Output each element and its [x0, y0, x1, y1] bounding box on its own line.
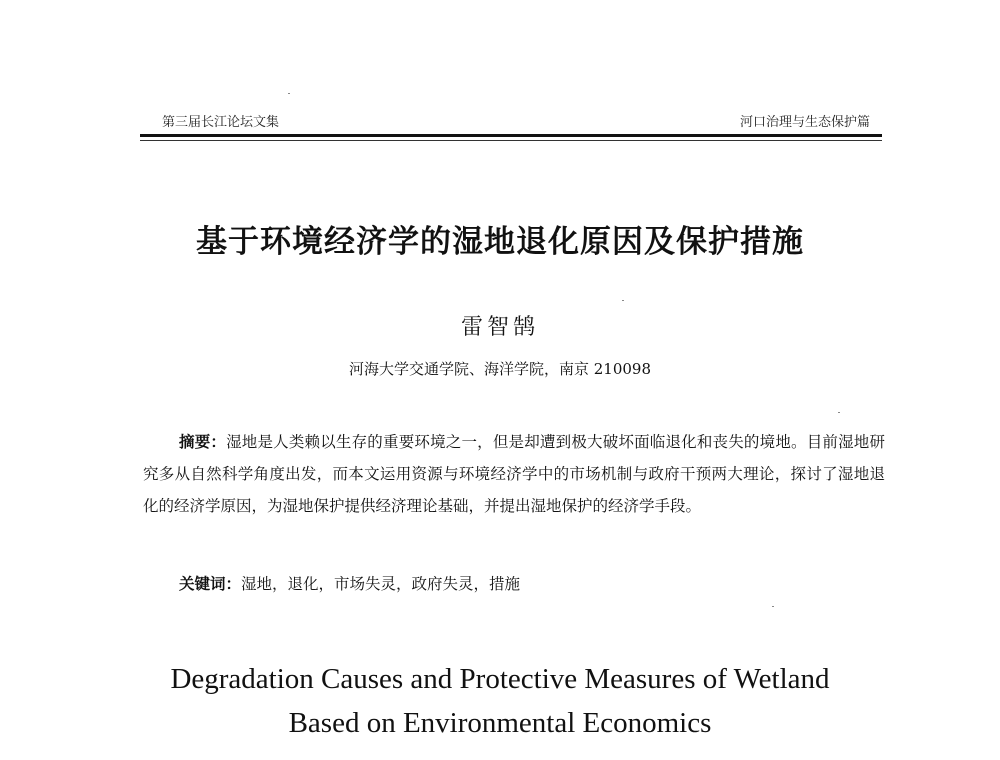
keywords-text: 湿地，退化，市场失灵，政府失灵，措施: [241, 575, 521, 593]
abstract-paragraph: [143, 426, 885, 522]
header-section-name: 河口治理与生态保护篇: [739, 115, 870, 130]
header-journal-name: 第三届长江论坛文集: [162, 115, 280, 130]
scan-speck: [838, 412, 840, 413]
scan-speck: [288, 93, 290, 94]
title-en-line-1: Degradation Causes and Protective Measures of Wetland: [170, 663, 830, 695]
keywords-label: 关键词：: [179, 574, 242, 593]
keywords-line: [179, 568, 879, 600]
title-en-line-2: Based on Environmental Economics: [288, 707, 712, 739]
author-affiliation: 河海大学交通学院、海洋学院，南京 210098: [348, 360, 652, 378]
scan-speck: [622, 300, 624, 301]
paper-title-chinese: 基于环境经济学的湿地退化原因及保护措施: [196, 224, 804, 260]
abstract-text: 湿地是人类赖以生存的重要环境之一，但是却遭到极大破坏面临退化和丧失的境地。目前湿地研究多从自然科学角度出发，而本文运用资源与环境经济学中的市场机制与政府干预两大理论，探讨了湿地退化的经济学原因，为湿地保护提供经济理论基础，并提出湿地保护的经济学手段。: [143, 433, 885, 515]
author-name: 雷智鹄: [460, 315, 539, 340]
running-header: [140, 112, 882, 134]
abstract-label: 摘要：: [179, 432, 227, 451]
header-rule-thin: [140, 140, 882, 141]
paper-title-english: [0, 657, 1000, 745]
scan-speck: [772, 606, 774, 607]
header-rule-thick: [140, 134, 882, 137]
